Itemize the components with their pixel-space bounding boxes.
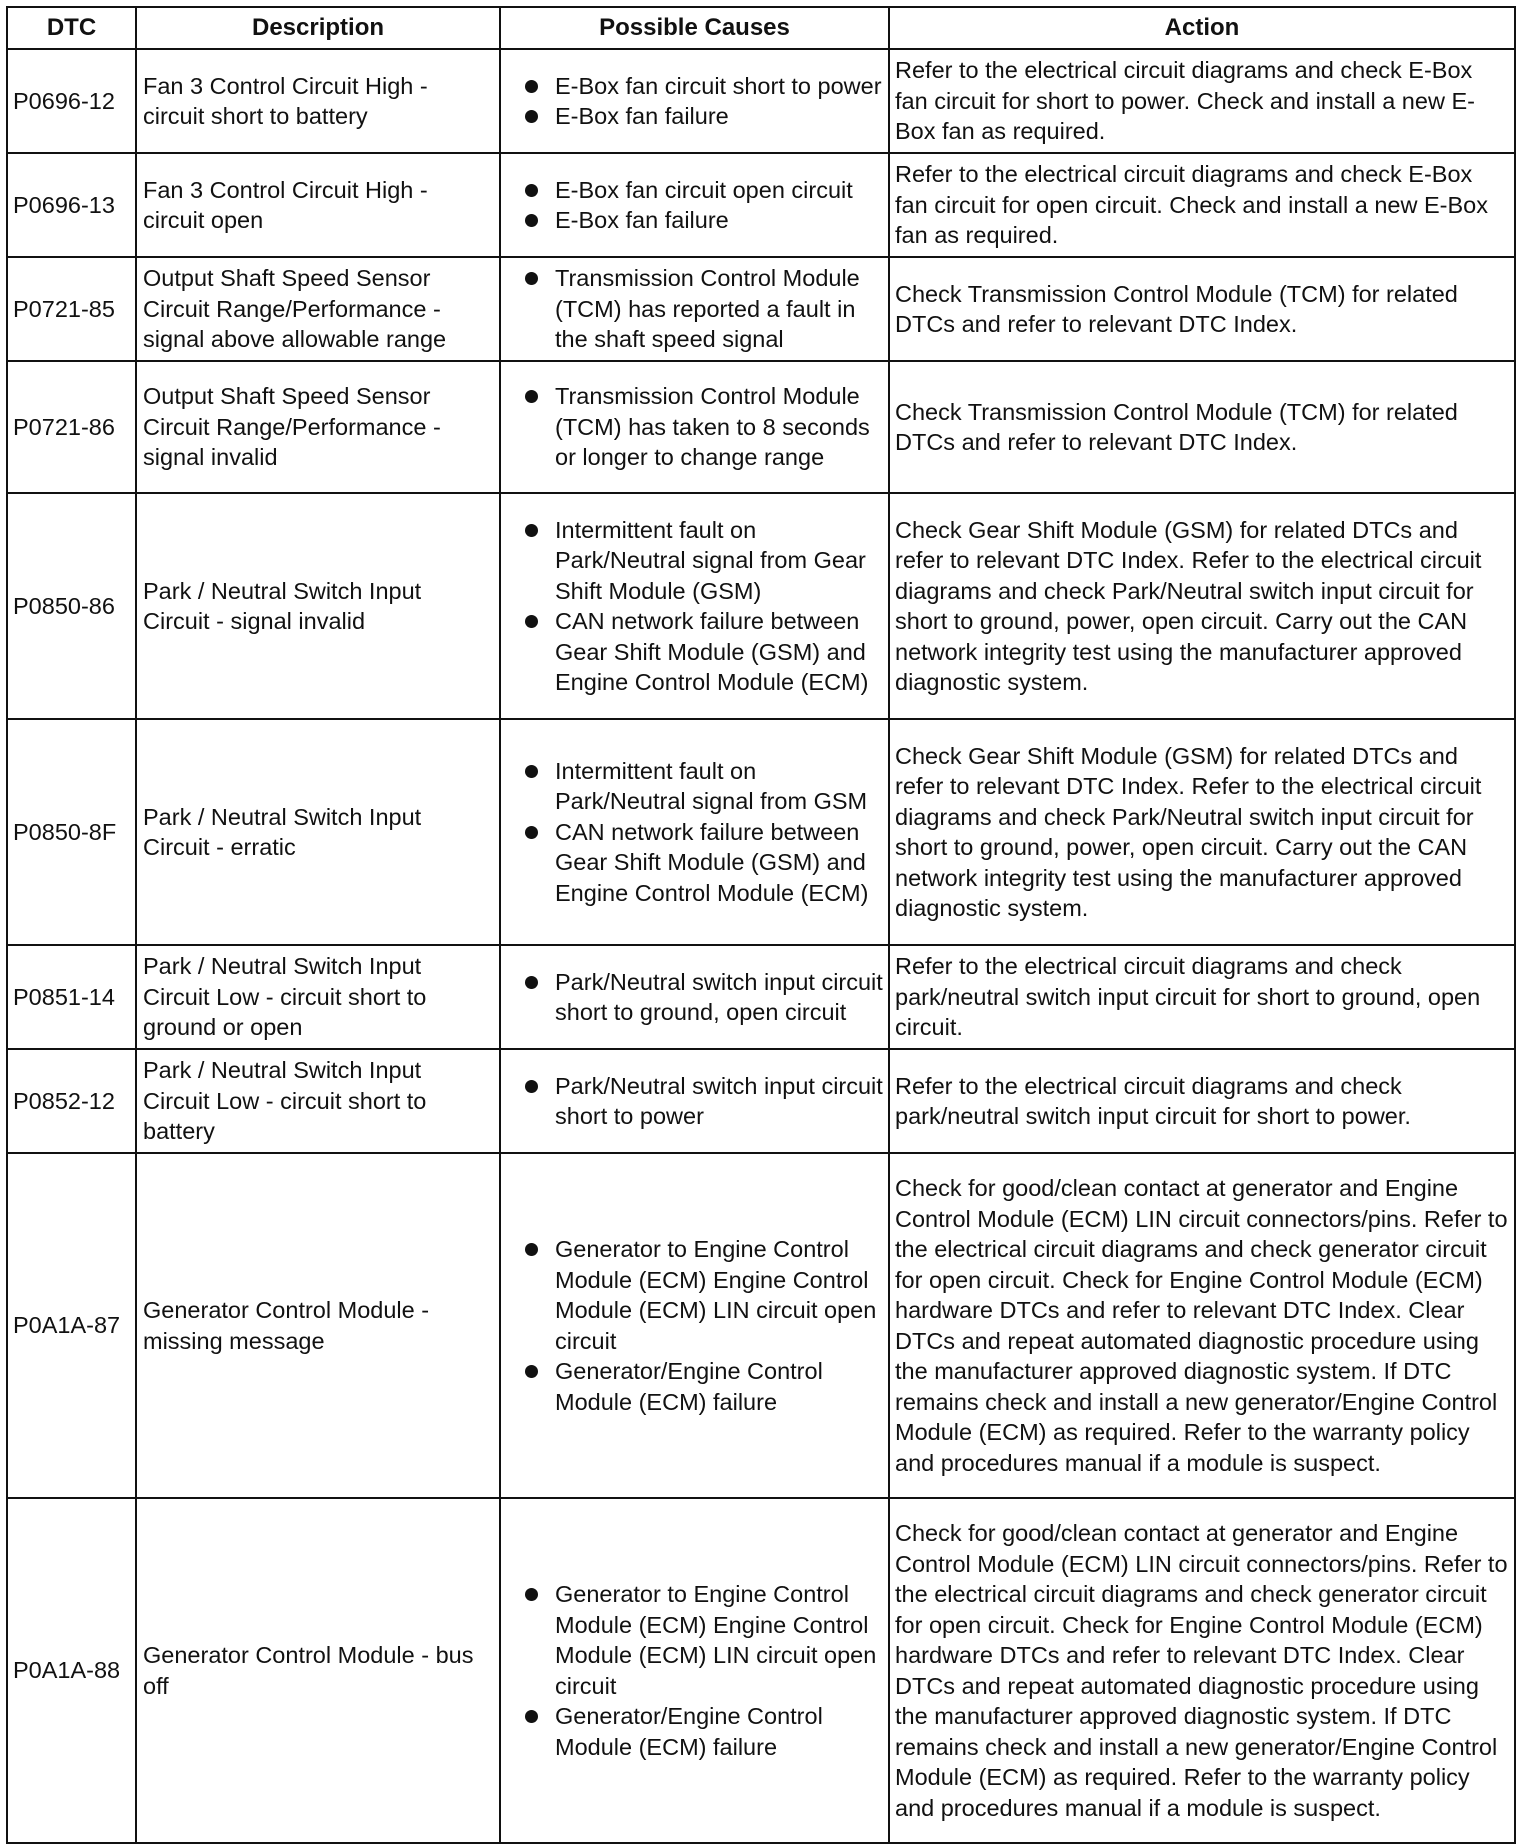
possible-causes (500, 493, 889, 719)
cause-text: Park/Neutral switch input circuit short to power (555, 1072, 883, 1129)
causes-list (521, 263, 885, 355)
bullet-icon (525, 1243, 538, 1256)
bullet-icon (525, 826, 538, 839)
table-body (7, 49, 1515, 1843)
dtc-description: Output Shaft Speed Sensor Circuit Range/Performance - signal invalid (136, 361, 500, 493)
table-row (7, 49, 1515, 153)
cause-text: CAN network failure between Gear Shift Module (GSM) and Engine Control Module (ECM) (555, 608, 869, 695)
dtc-code: P0A1A-88 (7, 1498, 136, 1843)
causes-list (521, 71, 885, 132)
cause-item (521, 101, 885, 132)
cause-text: CAN network failure between Gear Shift Module (GSM) and Engine Control Module (ECM) (555, 818, 869, 906)
header-row (7, 7, 1515, 49)
cause-text: Generator to Engine Control Module (ECM) Engine Control Module (ECM) LIN circuit open circuit (555, 1581, 877, 1699)
cause-item (521, 1356, 885, 1417)
cause-text: Generator/Engine Control Module (ECM) failure (555, 1703, 823, 1760)
header-possible-causes: Possible Causes (500, 7, 889, 49)
dtc-action: Check Gear Shift Module (GSM) for related DTCs and refer to relevant DTC Index. Refer to the electrical circuit diagrams and check Park/Neutral switch input circuit for short to ground, power, open circuit. Carry out the CAN network integrity test using the manufacturer approved diagnostic system. (889, 493, 1515, 719)
causes-list (521, 381, 885, 473)
causes-list (521, 967, 885, 1028)
table-row (7, 361, 1515, 493)
cause-item (521, 756, 885, 817)
bullet-icon (525, 524, 538, 537)
dtc-action: Refer to the electrical circuit diagrams and check E-Box fan circuit for short to power. Check and install a new E-Box fan as required. (889, 49, 1515, 153)
dtc-action: Refer to the electrical circuit diagrams and check park/neutral switch input circuit for short to power. (889, 1049, 1515, 1153)
cause-text: Intermittent fault on Park/Neutral signal from Gear Shift Module (GSM) (555, 516, 866, 604)
dtc-description: Park / Neutral Switch Input Circuit - erratic (136, 719, 500, 945)
table-row (7, 1498, 1515, 1843)
possible-causes (500, 1498, 889, 1843)
cause-text: E-Box fan circuit short to power (555, 72, 882, 99)
bullet-icon (525, 184, 538, 197)
dtc-description: Generator Control Module - bus off (136, 1498, 500, 1843)
cause-item (521, 1701, 885, 1762)
dtc-code: P0850-86 (7, 493, 136, 719)
dtc-code: P0721-85 (7, 257, 136, 361)
bullet-icon (525, 615, 538, 628)
cause-text: E-Box fan failure (555, 207, 729, 233)
dtc-code: P0852-12 (7, 1049, 136, 1153)
causes-list (521, 175, 885, 236)
possible-causes (500, 719, 889, 945)
cause-item (521, 606, 885, 698)
dtc-description: Park / Neutral Switch Input Circuit Low - circuit short to ground or open (136, 945, 500, 1049)
cause-item (521, 1579, 885, 1701)
causes-list (521, 1579, 885, 1762)
bullet-icon (525, 214, 538, 227)
dtc-code: P0696-12 (7, 49, 136, 153)
dtc-code: P0A1A-87 (7, 1153, 136, 1498)
cause-text: E-Box fan circuit open circuit (555, 176, 853, 203)
cause-item (521, 263, 885, 355)
cause-item (521, 967, 885, 1028)
causes-list (521, 1234, 885, 1417)
dtc-description: Fan 3 Control Circuit High - circuit open (136, 153, 500, 257)
table-row (7, 493, 1515, 719)
bullet-icon (525, 1710, 538, 1723)
dtc-description: Output Shaft Speed Sensor Circuit Range/Performance - signal above allowable range (136, 257, 500, 361)
header-action: Action (889, 7, 1515, 49)
possible-causes (500, 945, 889, 1049)
dtc-description: Fan 3 Control Circuit High - circuit short to battery (136, 49, 500, 153)
possible-causes (500, 153, 889, 257)
table-row (7, 1049, 1515, 1153)
dtc-action: Check for good/clean contact at generator and Engine Control Module (ECM) LIN circuit connectors/pins. Refer to the electrical circuit diagrams and check generator circuit for open circuit. Check for Engine Control Module (ECM) hardware DTCs and refer to relevant DTC Index. Clear DTCs and repeat automated diagnostic procedure using the manufacturer approved diagnostic system. If DTC remains check and install a new generator/Engine Control Module (ECM) as required. Refer to the warranty policy and procedures manual if a module is suspect. (889, 1498, 1515, 1843)
dtc-code: P0721-86 (7, 361, 136, 493)
table-row (7, 945, 1515, 1049)
bullet-icon (525, 1588, 538, 1601)
dtc-description: Park / Neutral Switch Input Circuit Low - circuit short to battery (136, 1049, 500, 1153)
table-row (7, 257, 1515, 361)
dtc-action: Check for good/clean contact at generator and Engine Control Module (ECM) LIN circuit connectors/pins. Refer to the electrical circuit diagrams and check generator circuit for open circuit. Check for Engine Control Module (ECM) hardware DTCs and refer to relevant DTC Index. Clear DTCs and repeat automated diagnostic procedure using the manufacturer approved diagnostic system. If DTC remains check and install a new generator/Engine Control Module (ECM) as required. Refer to the warranty policy and procedures manual if a module is suspect. (889, 1153, 1515, 1498)
dtc-action: Check Transmission Control Module (TCM) for related DTCs and refer to relevant DTC Index. (889, 257, 1515, 361)
bullet-icon (525, 110, 538, 123)
cause-item (521, 175, 885, 206)
bullet-icon (525, 390, 538, 403)
cause-text: E-Box fan failure (555, 103, 729, 129)
bullet-icon (525, 272, 538, 285)
possible-causes (500, 361, 889, 493)
cause-text: Generator to Engine Control Module (ECM) Engine Control Module (ECM) LIN circuit open circuit (555, 1236, 877, 1354)
bullet-icon (525, 765, 538, 778)
cause-item (521, 71, 885, 102)
cause-item (521, 205, 885, 236)
causes-list (521, 756, 885, 909)
dtc-description: Park / Neutral Switch Input Circuit - signal invalid (136, 493, 500, 719)
table-row (7, 1153, 1515, 1498)
cause-text: Park/Neutral switch input circuit short to ground, open circuit (555, 968, 883, 1025)
dtc-code: P0851-14 (7, 945, 136, 1049)
table-row (7, 153, 1515, 257)
possible-causes (500, 257, 889, 361)
header-description: Description (136, 7, 500, 49)
cause-item (521, 817, 885, 909)
header-dtc: DTC (7, 7, 136, 49)
cause-text: Transmission Control Module (TCM) has reported a fault in the shaft speed signal (555, 265, 860, 353)
possible-causes (500, 49, 889, 153)
table-header (7, 7, 1515, 49)
dtc-action: Refer to the electrical circuit diagrams and check park/neutral switch input circuit for short to ground, open circuit. (889, 945, 1515, 1049)
cause-item (521, 381, 885, 473)
bullet-icon (525, 976, 538, 989)
cause-text: Generator/Engine Control Module (ECM) failure (555, 1358, 823, 1415)
dtc-code: P0696-13 (7, 153, 136, 257)
cause-item (521, 1234, 885, 1356)
possible-causes (500, 1049, 889, 1153)
table-row (7, 719, 1515, 945)
possible-causes (500, 1153, 889, 1498)
dtc-code: P0850-8F (7, 719, 136, 945)
cause-item (521, 1071, 885, 1132)
bullet-icon (525, 1365, 538, 1378)
causes-list (521, 1071, 885, 1132)
cause-item (521, 515, 885, 607)
dtc-action: Check Transmission Control Module (TCM) for related DTCs and refer to relevant DTC Index. (889, 361, 1515, 493)
dtc-action: Refer to the electrical circuit diagrams and check E-Box fan circuit for open circuit. Check and install a new E-Box fan as required. (889, 153, 1515, 257)
dtc-action: Check Gear Shift Module (GSM) for related DTCs and refer to relevant DTC Index. Refer to the electrical circuit diagrams and check Park/Neutral switch input circuit for short to ground, power, open circuit. Carry out the CAN network integrity test using the manufacturer approved diagnostic system. (889, 719, 1515, 945)
bullet-icon (525, 80, 538, 93)
cause-text: Transmission Control Module (TCM) has taken to 8 seconds or longer to change range (555, 383, 870, 471)
cause-text: Intermittent fault on Park/Neutral signal from GSM (555, 757, 868, 815)
dtc-table (6, 6, 1516, 1844)
bullet-icon (525, 1080, 538, 1093)
dtc-description: Generator Control Module - missing message (136, 1153, 500, 1498)
causes-list (521, 515, 885, 698)
